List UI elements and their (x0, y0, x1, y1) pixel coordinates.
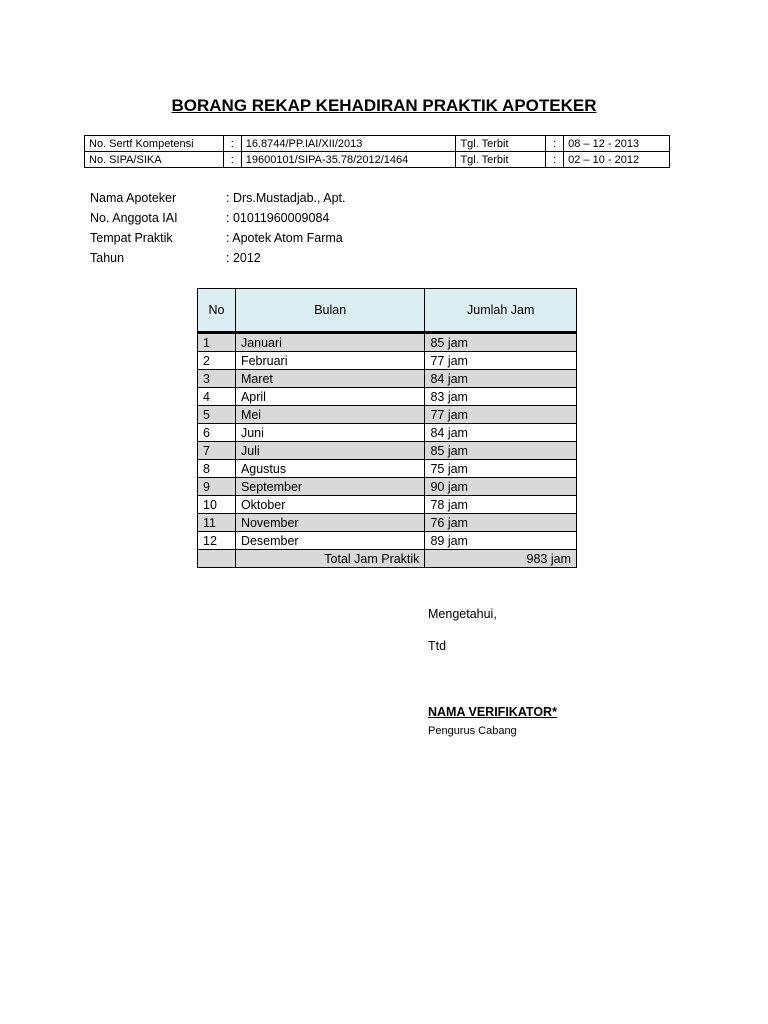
cell-jam: 76 jam (425, 514, 577, 532)
cell-bulan: Mei (235, 406, 425, 424)
cell-no: 8 (198, 460, 236, 478)
attendance-table (197, 288, 577, 568)
info-row-tempat (90, 228, 346, 248)
cert-colon: : (546, 152, 564, 168)
cell-bulan: Oktober (235, 496, 425, 514)
cell-jam: 77 jam (425, 406, 577, 424)
pharmacist-info (90, 188, 346, 268)
cell-no: 10 (198, 496, 236, 514)
table-row (198, 460, 577, 478)
signature-ttd: Ttd (428, 639, 447, 653)
cell-jam: 77 jam (425, 352, 577, 370)
cell-no: 7 (198, 442, 236, 460)
info-label: Nama Apoteker (90, 191, 177, 205)
cell-bulan: Agustus (235, 460, 425, 478)
info-value: : 2012 (226, 251, 261, 265)
cell-bulan: Maret (235, 370, 425, 388)
cert-row-sipa (85, 152, 670, 168)
info-label: Tempat Praktik (90, 231, 173, 245)
cert-value: 16.8744/PP.IAI/XII/2013 (241, 136, 456, 152)
cell-no: 2 (198, 352, 236, 370)
table-row (198, 424, 577, 442)
cell-jam: 84 jam (425, 424, 577, 442)
cell-no: 12 (198, 532, 236, 550)
cell-bulan: Juli (235, 442, 425, 460)
cert-date: 08 – 12 - 2013 (564, 136, 670, 152)
table-row (198, 496, 577, 514)
table-row (198, 478, 577, 496)
cell-jam: 90 jam (425, 478, 577, 496)
info-label: Tahun (90, 251, 125, 265)
page-title: BORANG REKAP KEHADIRAN PRAKTIK APOTEKER (171, 96, 597, 115)
cell-bulan: Januari (235, 333, 425, 352)
table-row (198, 352, 577, 370)
cert-colon: : (546, 136, 564, 152)
table-row (198, 514, 577, 532)
cell-no: 3 (198, 370, 236, 388)
info-label: No. Anggota IAI (90, 211, 178, 225)
table-header-row (198, 289, 577, 333)
cell-no: 1 (198, 333, 236, 352)
cell-bulan: Desember (235, 532, 425, 550)
cert-date-label: Tgl. Terbit (456, 136, 546, 152)
table-row (198, 370, 577, 388)
header-jumlah-jam: Jumlah Jam (425, 289, 577, 333)
cell-no: 5 (198, 406, 236, 424)
cell-jam: 78 jam (425, 496, 577, 514)
cert-label: No. Sertf Kompetensi (85, 136, 224, 152)
cell-bulan: Februari (235, 352, 425, 370)
info-value: : Apotek Atom Farma (226, 231, 343, 245)
cell-bulan: Juni (235, 424, 425, 442)
cert-colon: : (223, 152, 241, 168)
table-row (198, 532, 577, 550)
cell-bulan: September (235, 478, 425, 496)
cell-jam: 85 jam (425, 442, 577, 460)
cell-no: 11 (198, 514, 236, 532)
cell-bulan: April (235, 388, 425, 406)
info-row-tahun (90, 248, 346, 268)
cert-date: 02 – 10 - 2012 (564, 152, 670, 168)
cell-jam: 83 jam (425, 388, 577, 406)
cell-no: 4 (198, 388, 236, 406)
total-empty-cell (198, 550, 236, 568)
total-label: Total Jam Praktik (235, 550, 425, 568)
info-row-nama (90, 188, 346, 208)
total-row (198, 550, 577, 568)
cell-bulan: November (235, 514, 425, 532)
cell-jam: 75 jam (425, 460, 577, 478)
header-bulan: Bulan (235, 289, 425, 333)
cell-jam: 84 jam (425, 370, 577, 388)
cert-label: No. SIPA/SIKA (85, 152, 224, 168)
table-row (198, 406, 577, 424)
table-row (198, 333, 577, 352)
cert-colon: : (223, 136, 241, 152)
info-row-anggota (90, 208, 346, 228)
certificate-table (84, 135, 670, 168)
acknowledgement: Mengetahui, (428, 607, 497, 621)
cell-no: 6 (198, 424, 236, 442)
cell-jam: 85 jam (425, 333, 577, 352)
cert-value: 19600101/SIPA-35.78/2012/1464 (241, 152, 456, 168)
verifier-role: Pengurus Cabang (428, 725, 517, 737)
total-value: 983 jam (425, 550, 577, 568)
table-row (198, 388, 577, 406)
cell-jam: 89 jam (425, 532, 577, 550)
table-row (198, 442, 577, 460)
cell-no: 9 (198, 478, 236, 496)
cert-row-sertf (85, 136, 670, 152)
info-value: : 01011960009084 (226, 211, 330, 225)
info-value: : Drs.Mustadjab., Apt. (226, 191, 346, 205)
header-no: No (198, 289, 236, 333)
verifier-name: NAMA VERIFIKATOR* (428, 705, 557, 719)
cert-date-label: Tgl. Terbit (456, 152, 546, 168)
